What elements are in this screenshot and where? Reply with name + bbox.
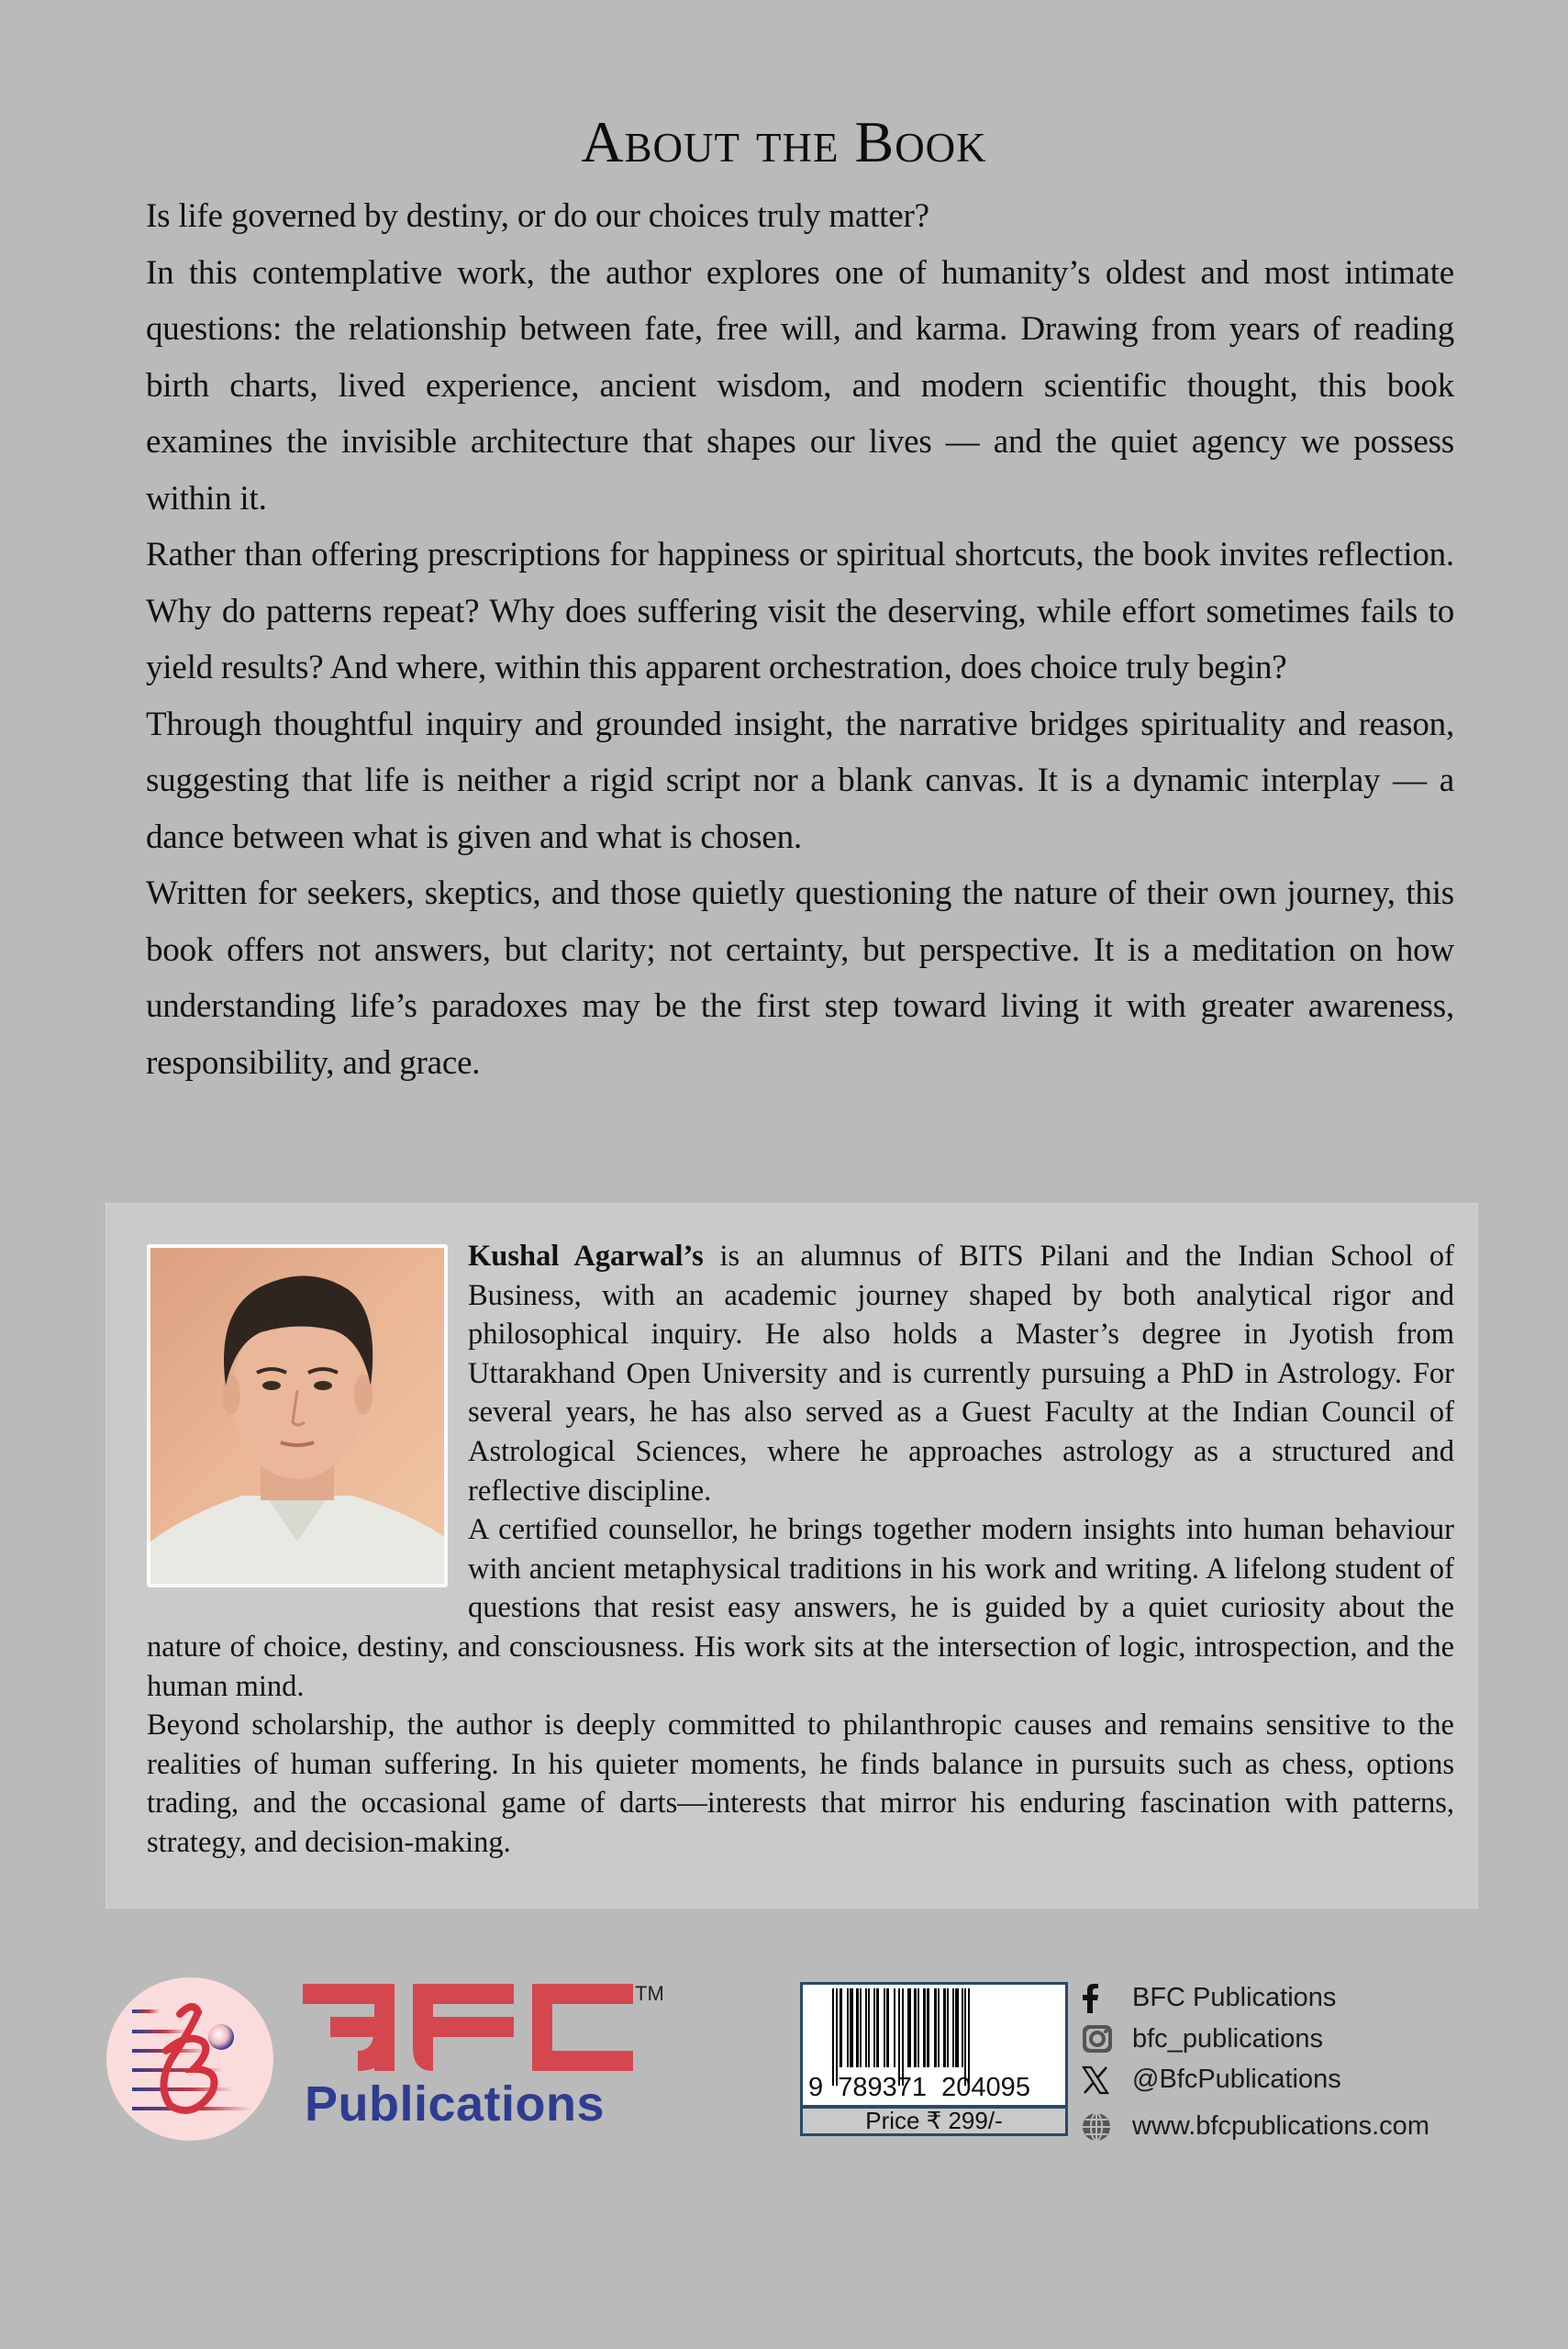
barcode-bar xyxy=(917,1988,919,2067)
barcode-bar xyxy=(865,1988,867,2067)
barcode-bar xyxy=(923,1988,926,2067)
barcode-bar xyxy=(934,1988,937,2067)
barcode-bar xyxy=(876,1988,879,2067)
barcode-bar xyxy=(955,1988,959,2067)
about-paragraph: Rather than offering prescriptions for happiness or spiritual shortcuts, the book invites reflection. Why do patterns repeat? Why does suffering visit the deserving, while effort sometimes fails to yield results? And where, within this apparent orchestration, does choice truly begin? xyxy=(146,536,1454,686)
author-bio-paragraph: Beyond scholarship, the author is deeply committed to philanthropic causes and remains sensitive to the realities of human suffering. In his quieter moments, he finds balance in pursuits such as chess, options trading, and the occasional game of darts—interests that mirror his enduring fascination with patterns, strategy, and decision-making. xyxy=(147,1709,1454,1859)
barcode-bar xyxy=(952,1988,954,2067)
social-website[interactable]: www.bfcpublications.com xyxy=(1081,2106,1429,2147)
social-instagram[interactable]: bfc_publications xyxy=(1081,2019,1429,2059)
barcode-bars xyxy=(803,1985,1065,2086)
barcode-bar xyxy=(856,1988,859,2067)
barcode-bar xyxy=(943,1988,946,2067)
isbn-barcode xyxy=(800,1982,1068,2136)
barcode-guard-bar xyxy=(964,1988,966,2086)
instagram-icon xyxy=(1081,2023,1118,2054)
barcode-bar xyxy=(894,1988,895,2067)
globe-icon xyxy=(1081,2111,1118,2143)
barcode-bar xyxy=(962,1988,963,2067)
social-facebook[interactable]: BFC Publications xyxy=(1081,1977,1429,2019)
barcode-guard-bar xyxy=(898,1988,900,2086)
about-the-book-text xyxy=(146,188,1454,1091)
barcode-guard-bar xyxy=(902,1988,904,2086)
author-name: Kushal Agarwal’s xyxy=(468,1240,704,1273)
x-twitter-icon xyxy=(1081,2065,1118,2096)
price-label: Price ₹ 299/- xyxy=(803,2105,1065,2133)
about-paragraph: Through thoughtful inquiry and grounded insight, the narrative bridges spirituality and reason, suggesting that life is neither a rigid script nor a blank canvas. It is a dynamic interplay — a dance between what is given and what is chosen. xyxy=(146,705,1454,856)
facebook-icon xyxy=(1081,1983,1118,2014)
page-title: About the Book xyxy=(581,109,987,174)
author-bio-text xyxy=(147,1237,1454,1863)
author-bio-paragraph: Kushal Agarwal’s is an alumnus of BITS Pilani and the Indian School of Business, with an academic journey shaped by both analytical rigor and philosophical inquiry. He also holds a Master’s degree in Jyotish from Uttarakhand Open University and is currently pursuing a PhD in Astrology. For several years, he has also served as a Guest Faculty at the Indian Council of Astrological Sciences, where he approaches astrology as a structured and reflective discipline. xyxy=(468,1240,1454,1508)
publisher-wordmark: Publications xyxy=(305,2076,606,2132)
barcode-guard-bar xyxy=(836,1988,838,2086)
barcode-bar xyxy=(927,1988,929,2067)
trademark-symbol: TM xyxy=(635,1982,664,2005)
isbn-digits: 9 789371 204095 xyxy=(808,2073,1030,2102)
barcode-bar xyxy=(886,1988,889,2067)
barcode-bar xyxy=(947,1988,949,2067)
barcode-bar xyxy=(850,1988,853,2067)
barcode-guard-bar xyxy=(832,1988,834,2086)
publisher-emblem-icon xyxy=(106,1977,273,2141)
about-paragraph: Written for seekers, skeptics, and those quietly questioning the nature of their own journey, this book offers not answers, but clarity; not certainty, but perspective. It is a meditation on how understanding life’s paradoxes may be the first step toward living it with greater awareness, responsibility, and grace. xyxy=(146,874,1454,1082)
barcode-bar xyxy=(914,1988,917,2067)
about-paragraph: Is life governed by destiny, or do our choices truly matter? xyxy=(146,197,929,235)
bfc-letters-icon xyxy=(303,1984,633,2071)
author-bio-paragraph: A certified counsellor, he brings together modern insights into human behaviour with ancient metaphysical traditions in his work and writing. A lifelong student of questions that resist easy answers, he is guided by a quiet curiosity about the nature of choice, destiny, and consciousness. His work sits at the intersection of logic, introspection, and the human mind. xyxy=(147,1513,1454,1703)
barcode-guard-bar xyxy=(968,1988,970,2086)
barcode-bar xyxy=(938,1988,940,2067)
barcode-bar xyxy=(868,1988,870,2067)
about-paragraph: In this contemplative work, the author explores one of humanity’s oldest and most intimate questions: the relationship between fate, free will, and karma. Drawing from years of reading birth charts, lived experience, ancient wisdom, and modern scientific thought, this book examines the invisible architecture that shapes our lives — and the quiet agency we possess within it. xyxy=(146,253,1454,518)
social-links xyxy=(1081,1977,1429,2147)
barcode-bar xyxy=(907,1988,911,2067)
barcode-bar xyxy=(860,1988,862,2067)
barcode-bar xyxy=(840,1988,842,2067)
barcode-bar xyxy=(884,1988,885,2067)
social-x[interactable]: @BfcPublications xyxy=(1081,2059,1429,2100)
barcode-bar xyxy=(847,1988,849,2067)
barcode-bar xyxy=(873,1988,875,2067)
publisher-logo xyxy=(303,1984,633,2076)
